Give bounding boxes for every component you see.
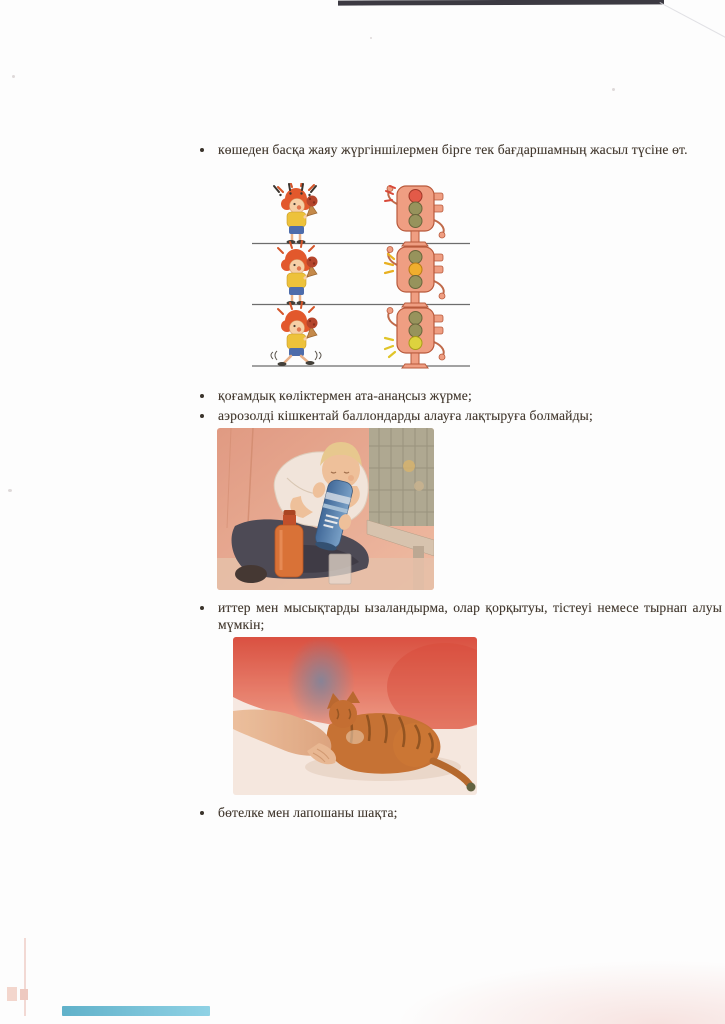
- bullet-dot: [200, 811, 204, 815]
- bullet-dot: [200, 394, 204, 398]
- bullet-group-animals: [186, 599, 722, 636]
- bullet-text: қоғамдық көліктермен ата-анаңсыз жүрме;: [218, 388, 472, 403]
- scan-speck: [370, 37, 372, 39]
- bullet-item: [186, 804, 586, 821]
- traffic-light-comic: [251, 183, 471, 370]
- bullet-text: көшеден басқа жаяу жүргіншілермен бірге тек бағдаршамның жасыл түсіне өт.: [218, 142, 688, 157]
- bullet-group-crossing: [186, 141, 710, 161]
- bullet-item: [186, 599, 722, 633]
- bullet-item: [186, 387, 718, 404]
- panel-green-walk: [271, 302, 445, 368]
- bullet-dot: [200, 414, 204, 418]
- bullet-item: [186, 141, 710, 158]
- bullet-text: аэрозолді кішкентай баллондарды алауға лақтыруға болмайды;: [218, 408, 593, 423]
- scan-artifact-mark: [7, 987, 17, 1001]
- bullet-text: бөтелке мен лапошаны шақта;: [218, 805, 398, 820]
- bullet-group-bottle: [186, 804, 586, 824]
- scan-artifact-mark: [20, 989, 28, 1000]
- bullet-group-transport-aerosol: [186, 387, 718, 427]
- cat-petting-photo: [233, 637, 477, 795]
- scan-artifact-blue-mark: [62, 1006, 210, 1016]
- child-aerosol-photo: [217, 428, 434, 590]
- scan-speck: [12, 75, 15, 78]
- scan-artifact-top-line: [338, 0, 664, 6]
- scan-artifact-pink-wash: [395, 960, 725, 1024]
- scan-artifact-left-line: [24, 938, 26, 1016]
- bullet-item: [186, 407, 718, 424]
- scan-artifact-diagonal: [660, 2, 725, 45]
- bullet-dot: [200, 148, 204, 152]
- panel-red-stop: [274, 183, 445, 246]
- bullet-text: иттер мен мысықтарды ызаландырма, олар қорқытуы, тістеуі немесе тырнап алуы мүмкін;: [218, 600, 722, 632]
- scan-speck: [8, 489, 12, 492]
- bullet-dot: [200, 606, 204, 610]
- scan-speck: [612, 88, 615, 91]
- panel-yellow-wait: [278, 241, 445, 307]
